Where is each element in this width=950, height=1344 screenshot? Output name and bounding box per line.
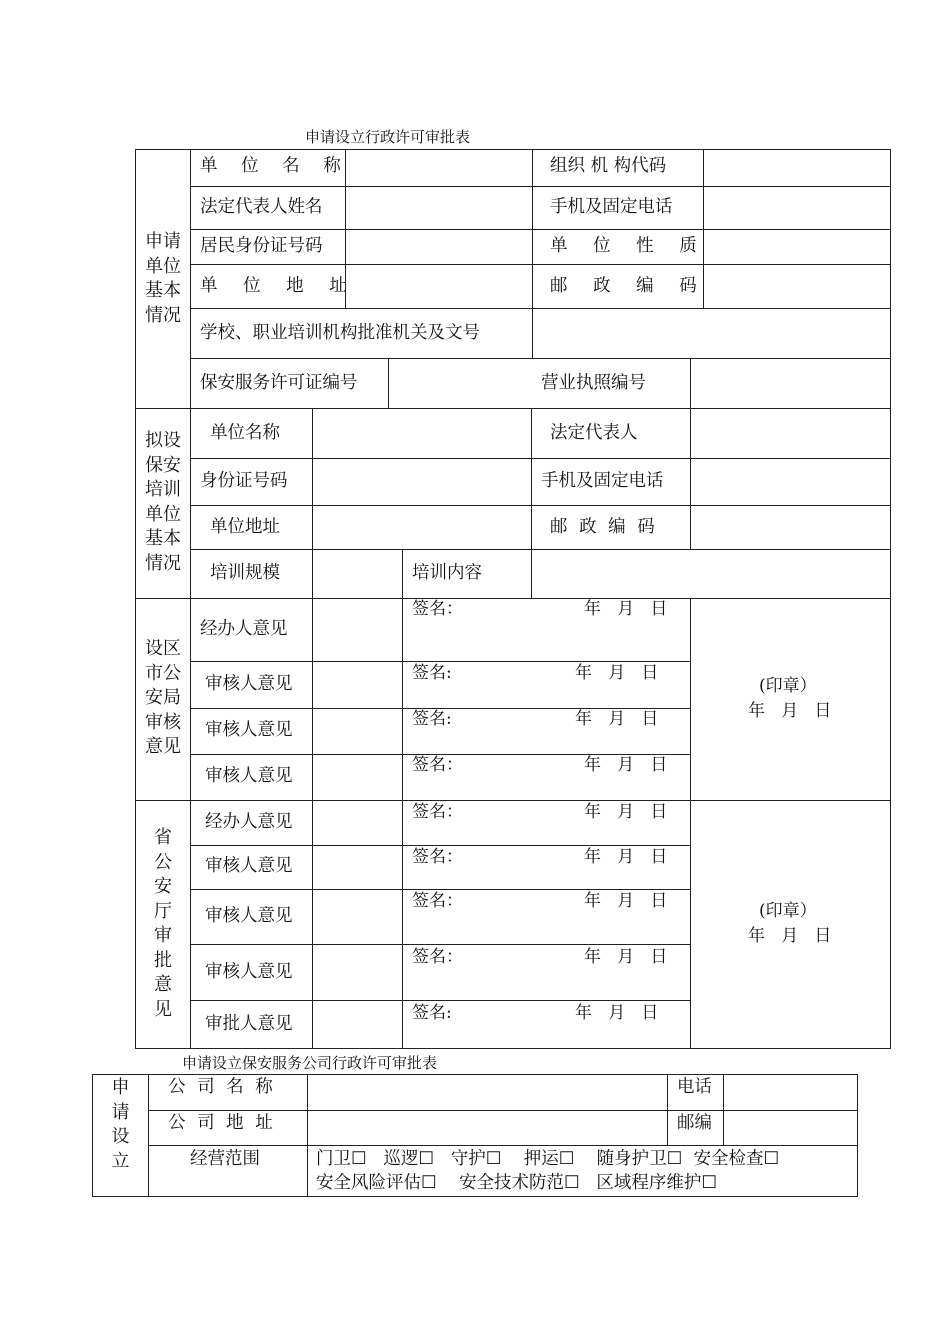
section-province-label: 省 公 安 厅 审 批 意 见 [154, 827, 172, 1020]
prov-reviewer2-sign-field[interactable] [404, 891, 689, 943]
city-reviewer2-sign-label: 签名: [412, 709, 452, 729]
city-handler-opinion-input[interactable] [314, 600, 401, 660]
company-address-input[interactable] [309, 1112, 666, 1144]
unit-name-label: 单 位 名 称 [200, 156, 341, 176]
business-scope-options-line2[interactable]: 安全风险评估☐ 安全技术防范☐ 区域程序维护☐ [316, 1173, 718, 1193]
prov-handler-opinion-label: 经办人意见 [205, 812, 293, 832]
training-scale-input[interactable] [314, 551, 401, 597]
city-handler-opinion-label: 经办人意见 [200, 619, 288, 639]
training-scale-label: 培训规模 [210, 563, 280, 583]
training-address-label: 单位地址 [210, 517, 280, 537]
prov-reviewer2-opinion-label: 审核人意见 [205, 906, 293, 926]
training-content-input[interactable] [533, 551, 889, 597]
unit-nature-label: 单 位 性 质 [550, 236, 697, 256]
city-handler-sign-field[interactable] [404, 600, 689, 660]
section-training-label: 拟设 保安 培训 单位 基本 情况 [145, 430, 181, 574]
security-license-label: 保安服务许可证编号 [200, 373, 358, 393]
training-postcode-label: 邮 政 编 码 [550, 517, 655, 537]
org-code-label: 组织 机 构代码 [550, 156, 667, 176]
phone-input[interactable] [705, 188, 889, 228]
prov-approver-opinion-input[interactable] [314, 1002, 401, 1047]
city-seal-date: 年 月 日 [748, 701, 832, 721]
company-phone-label: 电话 [677, 1077, 712, 1097]
city-seal-label: (印章） [759, 676, 817, 696]
company-name-label: 公 司 名 称 [168, 1077, 273, 1097]
company-name-input[interactable] [309, 1076, 666, 1109]
training-unit-name-label: 单位名称 [210, 423, 280, 443]
city-handler-date: 年 月 日 [584, 599, 668, 619]
training-phone-input[interactable] [692, 460, 889, 504]
prov-reviewer3-date: 年 月 日 [584, 947, 668, 967]
form1-title: 申请设立行政许可审批表 [305, 128, 471, 146]
city-handler-sign-label: 签名： [412, 599, 463, 619]
prov-reviewer3-sign-label: 签名： [412, 947, 463, 967]
company-postcode-label: 邮编 [677, 1113, 712, 1133]
training-content-label: 培训内容 [412, 563, 482, 583]
prov-reviewer1-opinion-input[interactable] [314, 847, 401, 888]
prov-reviewer2-date: 年 月 日 [584, 891, 668, 911]
prov-handler-sign-field[interactable] [404, 802, 689, 844]
prov-handler-opinion-input[interactable] [314, 802, 401, 844]
prov-approver-opinion-label: 审批人意见 [205, 1014, 293, 1034]
business-scope-label: 经营范围 [190, 1149, 260, 1169]
form2-title: 申请设立保安服务公司行政许可审批表 [182, 1054, 438, 1072]
training-phone-label: 手机及固定电话 [541, 471, 664, 491]
legal-rep-name-input[interactable] [347, 188, 531, 228]
prov-reviewer3-opinion-label: 审核人意见 [205, 962, 293, 982]
training-id-input[interactable] [314, 460, 530, 504]
business-license-input[interactable] [692, 360, 889, 407]
business-license-label: 营业执照编号 [541, 373, 646, 393]
unit-name-input[interactable] [347, 151, 531, 185]
prov-approver-date: 年 月 日 [575, 1003, 659, 1023]
school-approval-label: 学校、职业培训机构批准机关及文号 [200, 323, 480, 343]
training-legal-rep-label: 法定代表人 [550, 423, 638, 443]
postcode-input[interactable] [705, 266, 889, 307]
prov-reviewer3-sign-field[interactable] [404, 946, 689, 999]
prov-reviewer2-opinion-input[interactable] [314, 891, 401, 943]
company-address-label: 公 司 地 址 [168, 1113, 273, 1133]
training-legal-rep-input[interactable] [692, 410, 889, 457]
training-postcode-input[interactable] [692, 507, 889, 548]
prov-reviewer1-sign-label: 签名： [412, 847, 463, 867]
city-reviewer1-opinion-label: 审核人意见 [205, 674, 293, 694]
city-reviewer3-opinion-input[interactable] [314, 756, 401, 799]
section-city-label: 设区 市公 安局 审核 意见 [145, 638, 181, 757]
business-scope-options-line1[interactable]: 门卫☐ 巡逻☐ 守护☐ 押运☐ 随身护卫☐ 安全检查☐ [316, 1149, 780, 1169]
city-reviewer3-sign-field[interactable] [404, 756, 689, 799]
training-id-label: 身份证号码 [200, 471, 288, 491]
postcode-label: 邮 政 编 码 [550, 276, 697, 296]
training-address-input[interactable] [314, 507, 530, 548]
city-reviewer3-sign-label: 签名： [412, 755, 463, 775]
school-approval-input[interactable] [534, 310, 889, 357]
prov-reviewer1-date: 年 月 日 [584, 847, 668, 867]
prov-reviewer1-sign-field[interactable] [404, 847, 689, 888]
city-reviewer2-opinion-label: 审核人意见 [205, 720, 293, 740]
phone-label: 手机及固定电话 [550, 197, 673, 217]
unit-address-label: 单 位 地 址 [200, 276, 347, 296]
security-license-input[interactable] [390, 360, 531, 407]
legal-rep-name-label: 法定代表人姓名 [200, 197, 323, 217]
unit-address-input[interactable] [347, 266, 531, 307]
city-reviewer2-sign-field[interactable] [404, 710, 689, 753]
city-reviewer1-date: 年 月 日 [575, 663, 659, 683]
id-number-input[interactable] [347, 231, 531, 263]
prov-reviewer2-sign-label: 签名： [412, 891, 463, 911]
section-applicant-label: 申请 单位 基本 情况 [145, 231, 181, 326]
city-reviewer1-sign-field[interactable] [404, 663, 689, 707]
city-reviewer3-date: 年 月 日 [584, 755, 668, 775]
prov-seal-date: 年 月 日 [748, 926, 832, 946]
unit-nature-input[interactable] [705, 231, 889, 263]
form2-section-label: 申 请 设 立 [111, 1077, 130, 1172]
prov-handler-sign-label: 签名： [412, 802, 463, 822]
id-number-label: 居民身份证号码 [200, 236, 323, 256]
prov-approver-sign-field[interactable] [404, 1002, 689, 1047]
city-reviewer3-opinion-label: 审核人意见 [205, 766, 293, 786]
prov-handler-date: 年 月 日 [584, 802, 668, 822]
city-reviewer2-date: 年 月 日 [575, 709, 659, 729]
training-unit-name-input[interactable] [314, 410, 530, 457]
city-reviewer2-opinion-input[interactable] [314, 710, 401, 753]
company-postcode-input[interactable] [725, 1112, 856, 1144]
company-phone-input[interactable] [725, 1076, 856, 1109]
prov-approver-sign-label: 签名: [412, 1003, 452, 1023]
prov-reviewer1-opinion-label: 审核人意见 [205, 856, 293, 876]
prov-seal-label: (印章） [759, 901, 817, 921]
prov-reviewer3-opinion-input[interactable] [314, 946, 401, 999]
city-reviewer1-opinion-input[interactable] [314, 663, 401, 707]
org-code-input[interactable] [705, 151, 889, 185]
city-reviewer1-sign-label: 签名: [412, 663, 452, 683]
